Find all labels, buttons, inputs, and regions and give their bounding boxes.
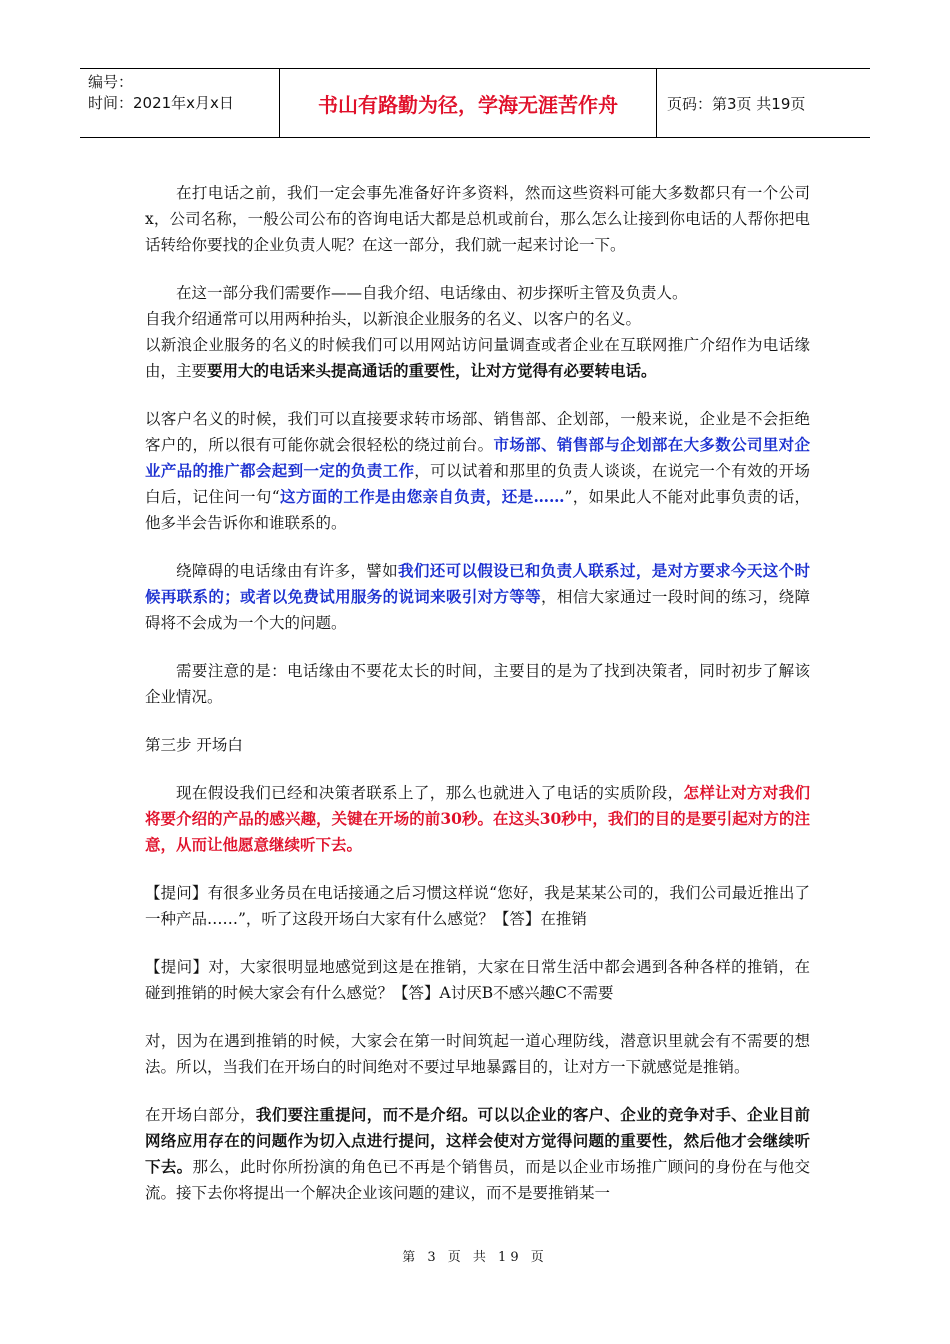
highlight-run: 我们还可以假设已和负责人联系过，是对方要求今天这个时候再联系的；或者以免费试用服务的说词来吸引对方等等 xyxy=(145,561,810,606)
text-run: ”，如果此人不能对此事负责的话，他多半会告诉你和谁联系的。 xyxy=(145,488,810,532)
page-header xyxy=(80,68,870,138)
text-run: 在开场白部分， xyxy=(145,1106,256,1124)
text-run: 那么，此时你所扮演的角色已不再是个销售员，而是以企业市场推广顾问的身份在与他交流。接下去你将提出一个解决企业该问题的建议，而不是要推销某一 xyxy=(145,1158,810,1202)
text-run: 以客户名义的时候，我们可以直接要求转市场部、销售部、企划部，一般来说，企业是不会拒绝客户的，所以很有可能你就会很轻松的绕过前台。 xyxy=(145,410,810,454)
doc-date-label: 时间：2021年x月x日 xyxy=(88,94,234,112)
paragraph-answer: 对，因为在遇到推销的时候，大家会在第一时间筑起一道心理防线，潜意识里就会有不需要的想法。所以，当我们在开场白的时间绝对不要过早地暴露目的，让对方一下就感觉是推销。 xyxy=(145,1032,810,1076)
paragraph-question-2: 【提问】对，大家很明显地感觉到这是在推销，大家在日常生活中都会遇到各种各样的推销，在碰到推销的时候大家会有什么感觉？【答】A讨厌B不感兴趣C不需要 xyxy=(145,958,810,1002)
paragraph-opening xyxy=(145,780,810,858)
highlight-run: 市场部、销售部与企划部在大多数公司里对企业产品的推广都会起到一定的负责工作 xyxy=(145,435,810,480)
paragraph-intro: 在打电话之前，我们一定会事先准备好许多资料，然而这些资料可能大多数都只有一个公司x，公司名称，一般公司公布的咨询电话大都是总机或前台，那么怎么让接到你电话的人帮你把电话转给你要找的企业负责人呢？在这一部分，我们就一起来讨论一下。 xyxy=(145,184,810,254)
header-page-label: 页码：第3页 共19页 xyxy=(667,94,806,113)
text-run: ，可以试着和那里的负责人谈谈，在说完一个有效的开场白后，记住问一句“ xyxy=(145,462,810,506)
header-meta xyxy=(80,69,280,137)
text-run: 现在假设我们已经和决策者联系上了，那么也就进入了电话的实质阶段， xyxy=(176,784,684,802)
paragraph-obstacle xyxy=(145,558,810,636)
paragraph-note: 需要注意的是：电话缘由不要花太长的时间，主要目的是为了找到决策者，同时初步了解该企业情况。 xyxy=(145,662,810,706)
text-run: ，相信大家通过一段时间的练习，绕障碍将不会成为一个大的问题。 xyxy=(145,588,810,632)
text-run: 绕障碍的电话缘由有许多，譬如 xyxy=(176,562,399,580)
paragraph-client-name xyxy=(145,406,810,536)
doc-number-label: 编号： xyxy=(88,73,134,91)
header-motto: 书山有路勤为径，学海无涯苦作舟 xyxy=(280,69,657,137)
paragraph-steps: 在这一部分我们需要作——自我介绍、电话缘由、初步探听主管及负责人。 xyxy=(176,284,688,302)
paragraph-sina-name xyxy=(145,332,810,384)
text-run: 以新浪企业服务的名义的时候我们可以用网站访问量调查或者企业在互联网推广介绍作为电话缘由，主要 xyxy=(145,336,810,380)
highlight-run: 怎样让对方对我们将要介绍的产品的感兴趣，关键在开场的前30秒。在这头30秒中，我们的目的是要引起对方的注意，从而让他愿意继续听下去。 xyxy=(145,783,810,854)
paragraph-self-intro: 自我介绍通常可以用两种抬头，以新浪企业服务的名义、以客户的名义。 xyxy=(145,310,642,328)
paragraph-opening-part xyxy=(145,1102,810,1206)
bold-run: 要用大的电话来头提高通话的重要性，让对方觉得有必要转电话。 xyxy=(207,361,657,380)
highlight-run: 这方面的工作是由您亲自负责，还是…… xyxy=(279,487,565,506)
page-footer: 第 3 页 共 19 页 xyxy=(402,1250,548,1265)
document-body xyxy=(145,180,810,1228)
paragraph-question-1: 【提问】有很多业务员在电话接通之后习惯这样说“您好，我是某某公司的，我们公司最近推出了一种产品……”，听了这段开场白大家有什么感觉？【答】在推销 xyxy=(145,884,810,928)
bold-run: 我们要注重提问，而不是介绍。可以以企业的客户、企业的竞争对手、企业目前网络应用存在的问题作为切入点进行提问，这样会使对方觉得问题的重要性，然后他才会继续听下去。 xyxy=(145,1105,810,1176)
section-heading-step3: 第三步 开场白 xyxy=(145,736,243,754)
